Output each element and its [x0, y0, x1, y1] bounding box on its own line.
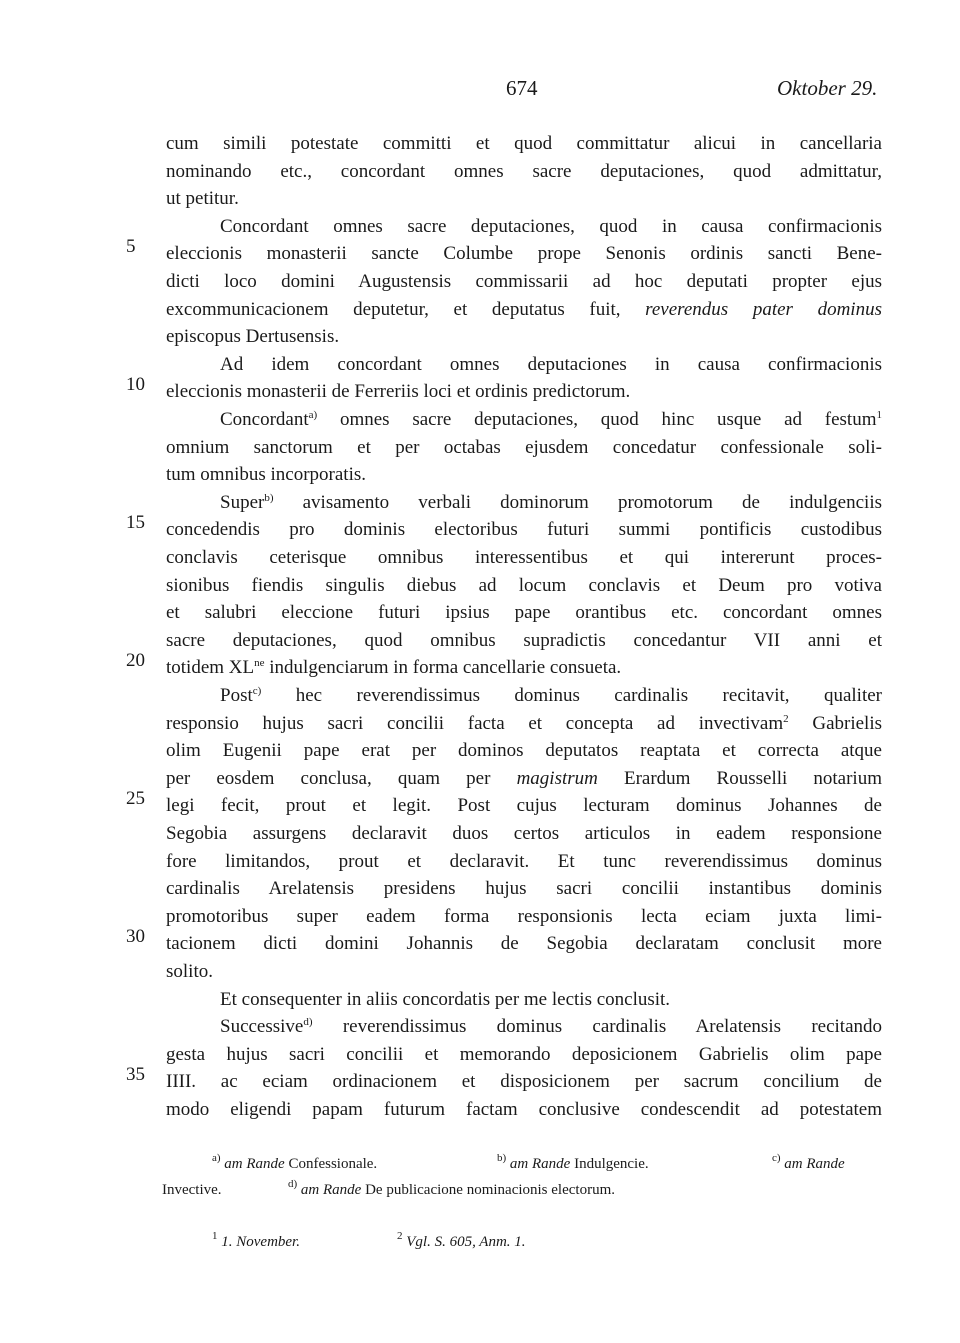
text-line [220, 1013, 882, 1040]
text-line [166, 710, 882, 737]
text-segment: cum simili potestate committi et quod committatur alicui in cancellaria [166, 133, 882, 154]
text-line [166, 1041, 882, 1068]
text-line [166, 378, 882, 405]
text-segment: d) [303, 1016, 313, 1029]
text-segment: IIII. ac eciam ordinacionem et disposicionem per sacrum concilium de [166, 1071, 882, 1093]
text-segment: omnes sacre deputaciones, quod hinc usque ad festum [317, 409, 877, 430]
text-segment: Et consequenter in aliis concordatis per me lectis conclusit. [220, 988, 671, 1010]
line-number: 30 [126, 926, 145, 947]
text-segment: Concordant [220, 409, 309, 430]
text-segment: tum omnibus incorporatis. [166, 464, 367, 486]
footnote-mark: b) [497, 1152, 507, 1164]
text-line [166, 1096, 882, 1123]
note-1 [212, 1232, 300, 1252]
text-segment: olim Eugenii pape erat per dominos deputatos reaptata et correcta atque [166, 740, 882, 762]
footnote-lead: am Rande [300, 1182, 362, 1198]
line-number: 20 [126, 650, 145, 671]
text-segment: dicti loco domini Augustensis commissarii ad hoc deputati propter ejus [166, 271, 882, 292]
text-segment: Super [220, 491, 265, 513]
text-line [166, 875, 882, 902]
text-line [166, 516, 882, 543]
text-line [166, 1068, 882, 1095]
text-line [166, 158, 882, 185]
text-segment: promotoribus super eadem forma responsionis lecta eciam juxta limi- [166, 905, 882, 927]
text-segment: hec reverendissimus dominus cardinalis recitavit, qualiter [261, 685, 882, 706]
text-line [166, 296, 882, 323]
note-text: Vgl. S. 605, Anm. 1. [406, 1234, 526, 1250]
footnote-lead: am Rande [224, 1156, 285, 1172]
text-line [166, 544, 882, 571]
text-segment: omnium sanctorum et per octabas ejusdem concedatur confessionale soli- [166, 436, 882, 458]
text-segment: fore limitandos, prout et declaravit. Et tunc reverendissimus dominus [166, 850, 882, 872]
text-segment: responsio hujus sacri concilii facta et concepta ad invectivam [166, 712, 784, 734]
footnote-c-cont [162, 1180, 222, 1200]
text-segment: Ad idem concordant omnes deputaciones in causa confirmacionis [220, 353, 882, 375]
text-line [166, 572, 882, 599]
text-segment: eleccionis monasterii de Ferreriis loci et ordinis predictorum. [166, 381, 631, 403]
text-line [166, 461, 882, 488]
text-line [166, 130, 882, 157]
text-segment: per eosdem conclusa, quam per [166, 767, 517, 789]
text-segment: sacre deputaciones, quod omnibus supradictis concedantur VII anni et [166, 629, 882, 651]
text-line [220, 489, 882, 516]
text-segment: Segobia assurgens declaravit duos certos articulos in eadem responsione [166, 823, 882, 844]
footnote-text: Invective. [162, 1182, 222, 1198]
text-line [220, 682, 882, 709]
text-segment: solito. [166, 961, 213, 982]
note-text: 1. November. [221, 1234, 300, 1250]
text-segment: gesta hujus sacri concilii et memorando deposicionem Gabrielis olim pape [166, 1043, 882, 1065]
text-line [166, 737, 882, 764]
text-line [166, 268, 882, 295]
text-segment: modo eligendi papam futurum factam conclusive condescendit ad potestatem [166, 1099, 882, 1120]
line-number: 25 [126, 788, 145, 809]
text-line [166, 820, 882, 847]
text-line [220, 213, 882, 240]
footnote-d [288, 1180, 615, 1200]
text-segment: magistrum [516, 767, 598, 789]
text-segment: reverendissimus dominus cardinalis Arelatensis recitando [312, 1016, 882, 1038]
text-line [220, 351, 882, 378]
page-date: Oktober 29. [777, 76, 878, 100]
footnote-c [772, 1154, 845, 1174]
line-number: 15 [126, 512, 145, 533]
note-mark: 1 [212, 1230, 218, 1242]
text-line [166, 240, 882, 267]
line-number: 5 [126, 236, 136, 257]
text-segment: Gabrielis [788, 712, 882, 734]
footnote-b [497, 1154, 649, 1174]
text-line [166, 599, 882, 626]
text-segment: nominando etc., concordant omnes sacre deputaciones, quod admittatur, [166, 160, 882, 182]
footnote-text: De publicacione nominacionis electorum. [365, 1182, 615, 1198]
text-line [166, 958, 882, 985]
line-number: 10 [126, 374, 145, 395]
text-segment: a) [308, 409, 318, 421]
text-segment: avisamento verbali dominorum promotorum de indulgenciis [273, 491, 882, 513]
text-segment: c) [252, 685, 262, 697]
text-line [166, 654, 882, 681]
text-segment: 2 [783, 712, 789, 725]
text-segment: Successive [220, 1016, 304, 1038]
page-number: 674 [506, 76, 538, 100]
text-segment: b) [264, 491, 274, 504]
text-line [166, 930, 882, 957]
text-line [166, 627, 882, 654]
text-line [166, 848, 882, 875]
text-line [166, 792, 882, 819]
footnote-mark: c) [772, 1152, 781, 1164]
note-2 [397, 1232, 526, 1252]
text-segment: sionibus fiendis singulis diebus ad locum conclavis et Deum pro votiva [166, 574, 882, 596]
footnote-mark: a) [212, 1152, 221, 1164]
text-segment: ut petitur. [166, 188, 239, 210]
text-segment: reverendus pater dominus [645, 298, 882, 320]
text-segment: conclavis ceterisque omnibus interessentibus et qui intererunt proces- [166, 547, 882, 568]
text-segment: Post [220, 685, 253, 706]
text-line [166, 185, 882, 212]
text-segment: eleccionis monasterii sancte Columbe prope Senonis ordinis sancti Bene- [166, 243, 882, 265]
text-segment: episcopus Dertusensis. [166, 326, 340, 348]
text-segment: excommunicacionem deputetur, et deputatus fuit, [166, 298, 646, 320]
footnote-lead: am Rande [784, 1156, 845, 1172]
text-line [166, 765, 882, 792]
text-line [166, 903, 882, 930]
text-segment: 1 [876, 409, 882, 421]
footnote-text: Confessionale. [288, 1156, 378, 1172]
footnote-lead: am Rande [509, 1156, 571, 1172]
text-segment: tacionem dicti domini Johannis de Segobia declaratam conclusit more [166, 933, 882, 955]
footnote-text: Indulgencie. [574, 1156, 649, 1172]
note-mark: 2 [397, 1230, 403, 1242]
line-number: 35 [126, 1064, 145, 1085]
text-line [166, 323, 882, 350]
text-segment: totidem XL [166, 657, 255, 679]
text-segment: indulgenciarum in forma cancellarie consueta. [264, 657, 622, 679]
text-segment: et salubri eleccione futuri ipsius pape orantibus etc. concordant omnes [166, 602, 882, 624]
text-line [220, 406, 882, 433]
footnote-a [212, 1154, 377, 1174]
text-line [220, 986, 882, 1013]
text-segment: concedendis pro dominis electoribus futuri summi pontificis custodibus [166, 519, 882, 541]
footnote-mark: d) [288, 1178, 298, 1190]
text-segment: cardinalis Arelatensis presidens hujus sacri concilii instantibus dominis [166, 878, 882, 900]
text-segment: ne [254, 657, 265, 670]
text-line [166, 434, 882, 461]
text-segment: Erardum Rousselli notarium [597, 767, 882, 789]
text-segment: Concordant omnes sacre deputaciones, quod in causa confirmacionis [220, 215, 882, 237]
text-segment: legi fecit, prout et legit. Post cujus lecturam dominus Johannes de [166, 795, 882, 817]
